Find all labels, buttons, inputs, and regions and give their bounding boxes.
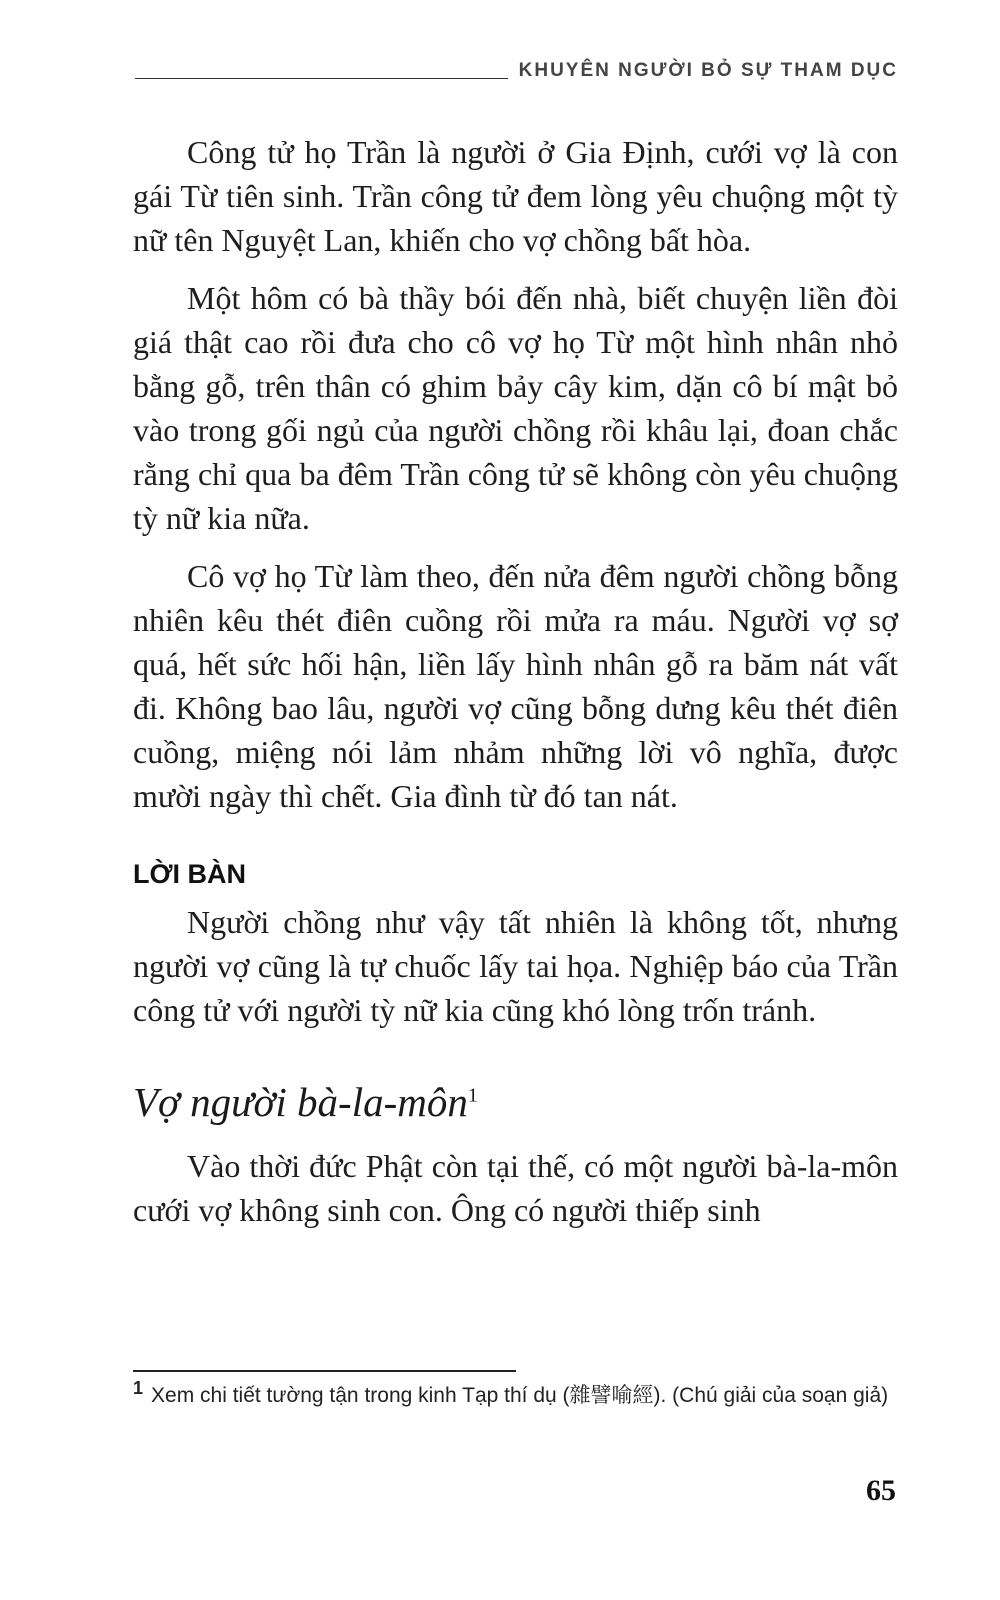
story-title	[133, 1074, 898, 1130]
paragraph-1: Công tử họ Trần là người ở Gia Định, cưới vợ là con gái Từ tiên sinh. Trần công tử đem lòng yêu chuộng một tỳ nữ tên Nguyệt Lan, khiến cho vợ chồng bất hòa.	[133, 134, 898, 258]
commentary-paragraph: Người chồng như vậy tất nhiên là không tốt, nhưng người vợ cũng là tự chuốc lấy tai họa. Nghiệp báo của Trần công tử với người tỳ nữ kia cũng khó lòng trốn tránh.	[133, 904, 898, 1028]
footnote-rule	[133, 1370, 516, 1372]
story-title-text: Vợ người bà-la-môn	[133, 1079, 468, 1125]
running-head: KHUYÊN NGƯỜI BỎ SỰ THAM DỤC	[518, 60, 898, 81]
footnote-reference[interactable]: 1	[467, 1084, 478, 1107]
footnote	[133, 1380, 898, 1412]
paragraph-3: Cô vợ họ Từ làm theo, đến nửa đêm người chồng bỗng nhiên kêu thét điên cuồng rồi mửa ra máu. Người vợ sợ quá, hết sức hối hận, liền lấy hình nhân gỗ ra băm nát vất đi. Không bao lâu, người vợ cũng bỗng dưng kêu thét điên cuồng, miệng nói lảm nhảm những lời vô nghĩa, được mười ngày thì chết. Gia đình từ đó tan nát.	[133, 558, 898, 814]
header-rule	[135, 78, 508, 79]
page-body	[133, 130, 898, 1246]
section-heading: LỜI BÀN	[133, 859, 247, 889]
footnote-text: Xem chi tiết tường tận trong kinh Tạp thí dụ (雜譬喻經). (Chú giải của soạn giả)	[151, 1384, 889, 1407]
footnote-number: 1	[133, 1378, 144, 1398]
story-opening-paragraph: Vào thời đức Phật còn tại thế, có một người bà-la-môn cưới vợ không sinh con. Ông có người thiếp sinh	[133, 1148, 898, 1228]
paragraph-2: Một hôm có bà thầy bói đến nhà, biết chuyện liền đòi giá thật cao rồi đưa cho cô vợ họ Từ một hình nhân nhỏ bằng gỗ, trên thân có ghim bảy cây kim, dặn cô bí mật bỏ vào trong gối ngủ của người chồng rồi khâu lại, đoan chắc rằng chỉ qua ba đêm Trần công tử sẽ không còn yêu chuộng tỳ nữ kia nữa.	[133, 280, 898, 536]
page-number: 65	[866, 1474, 896, 1507]
